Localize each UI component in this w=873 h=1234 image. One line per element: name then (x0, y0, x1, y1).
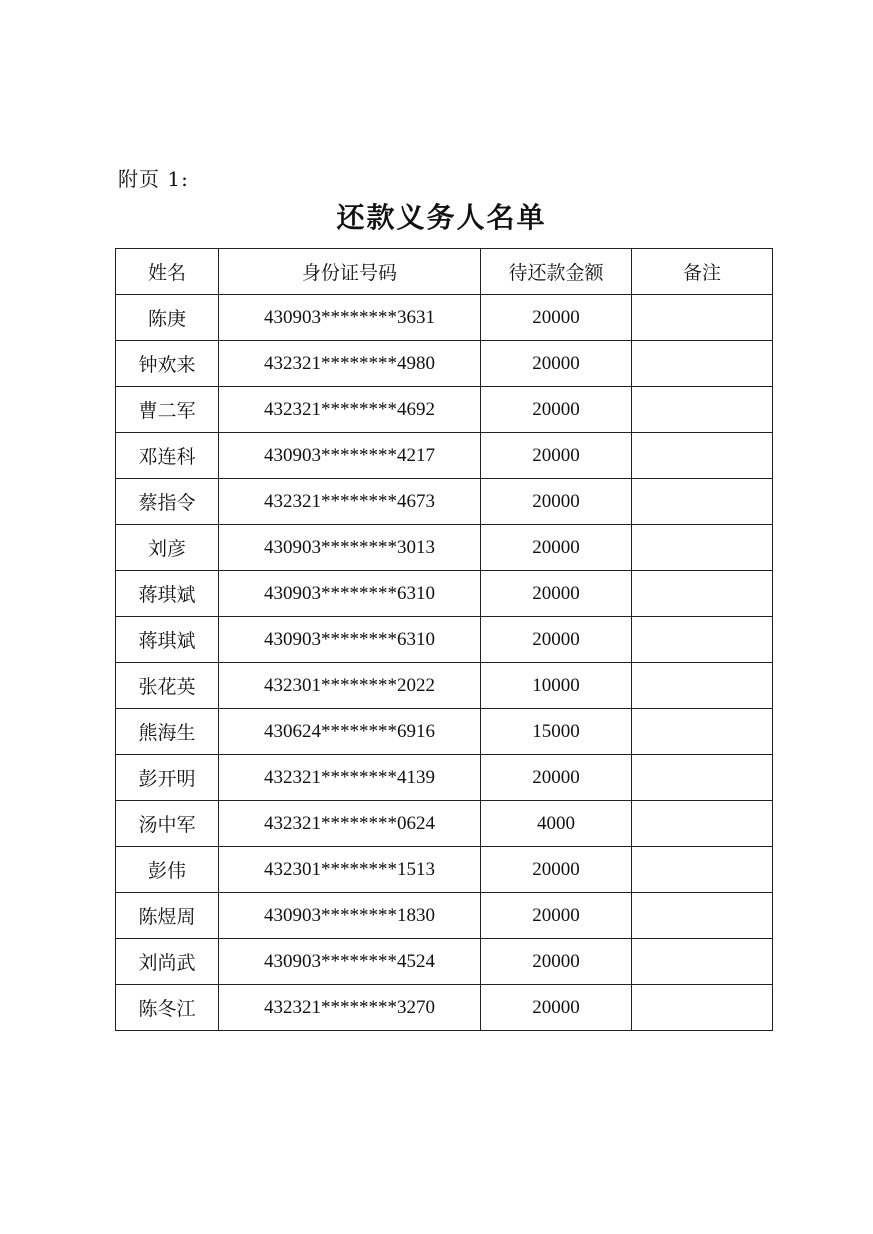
cell-amount: 20000 (481, 939, 632, 985)
table-row (116, 893, 773, 939)
cell-name: 熊海生 (116, 709, 219, 755)
cell-note (632, 341, 773, 387)
cell-note (632, 663, 773, 709)
cell-amount: 10000 (481, 663, 632, 709)
table-row (116, 387, 773, 433)
attachment-label: 附页 1: (118, 167, 189, 191)
cell-note (632, 755, 773, 801)
cell-note (632, 571, 773, 617)
cell-name: 刘尚武 (116, 939, 219, 985)
cell-note (632, 387, 773, 433)
document-title: 还款义务人名单 (336, 201, 547, 234)
table-row (116, 709, 773, 755)
cell-id-number: 430903********4217 (219, 433, 481, 479)
table-row (116, 525, 773, 571)
cell-note (632, 433, 773, 479)
table-row (116, 341, 773, 387)
cell-name: 蔡指令 (116, 479, 219, 525)
cell-name: 钟欢来 (116, 341, 219, 387)
cell-name: 蒋琪斌 (116, 571, 219, 617)
cell-note (632, 893, 773, 939)
cell-name: 邓连科 (116, 433, 219, 479)
cell-amount: 4000 (481, 801, 632, 847)
cell-amount: 20000 (481, 341, 632, 387)
cell-id-number: 430903********3013 (219, 525, 481, 571)
cell-amount: 20000 (481, 985, 632, 1031)
cell-name: 彭伟 (116, 847, 219, 893)
table-row (116, 755, 773, 801)
cell-note (632, 985, 773, 1031)
cell-id-number: 432321********4673 (219, 479, 481, 525)
table-row (116, 617, 773, 663)
cell-note (632, 847, 773, 893)
table-row (116, 939, 773, 985)
table-row (116, 801, 773, 847)
cell-name: 张花英 (116, 663, 219, 709)
header-id-number: 身份证号码 (219, 249, 481, 295)
cell-id-number: 430903********1830 (219, 893, 481, 939)
cell-amount: 20000 (481, 571, 632, 617)
header-name: 姓名 (116, 249, 219, 295)
cell-id-number: 432321********4139 (219, 755, 481, 801)
cell-amount: 20000 (481, 387, 632, 433)
cell-amount: 20000 (481, 525, 632, 571)
header-remarks: 备注 (632, 249, 773, 295)
cell-note (632, 479, 773, 525)
table-row (116, 571, 773, 617)
cell-amount: 20000 (481, 617, 632, 663)
cell-amount: 20000 (481, 755, 632, 801)
table-row (116, 479, 773, 525)
cell-id-number: 432321********0624 (219, 801, 481, 847)
table-row (116, 847, 773, 893)
cell-id-number: 432321********4980 (219, 341, 481, 387)
cell-name: 彭开明 (116, 755, 219, 801)
cell-id-number: 430903********4524 (219, 939, 481, 985)
cell-amount: 20000 (481, 893, 632, 939)
cell-amount: 20000 (481, 295, 632, 341)
cell-name: 汤中军 (116, 801, 219, 847)
cell-name: 陈冬江 (116, 985, 219, 1031)
cell-name: 陈庚 (116, 295, 219, 341)
cell-name: 陈煜周 (116, 893, 219, 939)
cell-amount: 20000 (481, 847, 632, 893)
table-row (116, 985, 773, 1031)
cell-amount: 15000 (481, 709, 632, 755)
cell-note (632, 617, 773, 663)
cell-id-number: 430624********6916 (219, 709, 481, 755)
header-amount-due: 待还款金额 (481, 249, 632, 295)
cell-id-number: 430903********6310 (219, 571, 481, 617)
table-row (116, 433, 773, 479)
table-header-row (116, 249, 773, 295)
cell-note (632, 709, 773, 755)
cell-id-number: 430903********3631 (219, 295, 481, 341)
obligor-table (115, 248, 773, 1031)
cell-amount: 20000 (481, 433, 632, 479)
cell-id-number: 432301********2022 (219, 663, 481, 709)
table-row (116, 663, 773, 709)
cell-id-number: 432321********4692 (219, 387, 481, 433)
cell-id-number: 432301********1513 (219, 847, 481, 893)
cell-name: 蒋琪斌 (116, 617, 219, 663)
cell-amount: 20000 (481, 479, 632, 525)
cell-note (632, 295, 773, 341)
cell-note (632, 525, 773, 571)
cell-id-number: 430903********6310 (219, 617, 481, 663)
cell-note (632, 801, 773, 847)
cell-id-number: 432321********3270 (219, 985, 481, 1031)
cell-note (632, 939, 773, 985)
cell-name: 刘彦 (116, 525, 219, 571)
cell-name: 曹二军 (116, 387, 219, 433)
table-row (116, 295, 773, 341)
